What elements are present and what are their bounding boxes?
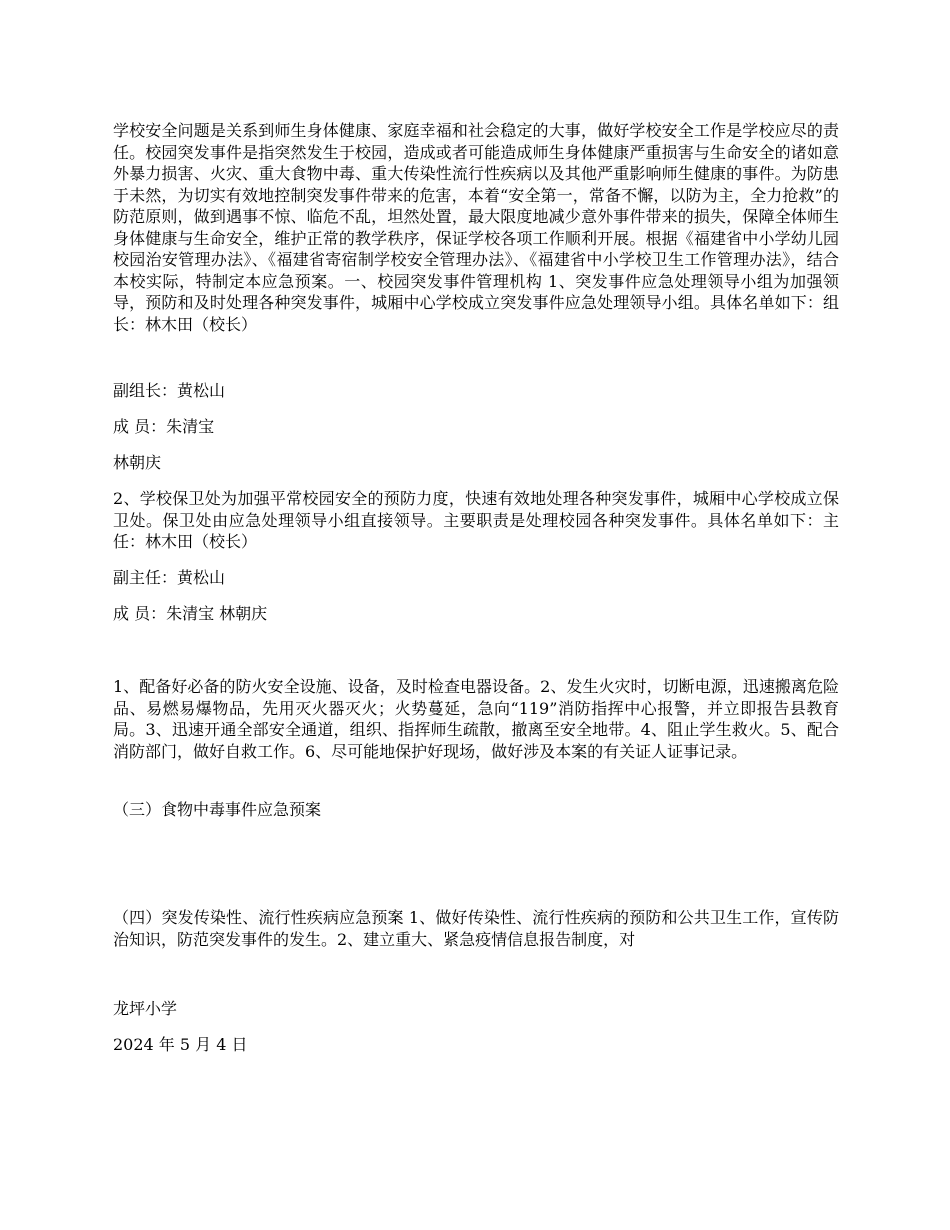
food-poisoning-heading: （三）食物中毒事件应急预案 bbox=[113, 800, 322, 819]
deputy-leader-line: 副组长：黄松山 bbox=[113, 381, 226, 400]
member-extra-line: 林朝庆 bbox=[113, 453, 162, 472]
epidemic-plan-paragraph: （四）突发传染性、流行性疾病应急预案 1、做好传染性、流行性疾病的预防和公共卫生工作，宣传防治知识，防范突发事件的发生。2、建立重大、紧急疫情信息报告制度，对 bbox=[113, 908, 839, 949]
intro-paragraph: 学校安全问题是关系到师生身体健康、家庭幸福和社会稳定的大事，做好学校安全工作是学校应尽的责任。校园突发事件是指突然发生于校园，造成或者可能造成师生身体健康严重损害与生命安全的诸如意外暴力损害、火灾、重大食物中毒、重大传染性流行性疾病以及其他严重影响师生健康的事件。为防患于未然，为切实有效地控制突发事件带来的危害，本着“安全第一，常备不懈，以防为主，全力抢救”的防范原则，做到遇事不惊、临危不乱，坦然处置，最大限度地减少意外事件带来的损失，保障全体师生身体健康与生命安全，维护正常的教学秩序，保证学校各项工作顺利开展。根据《福建省中小学幼儿园校园治安管理办法》、《福建省寄宿制学校安全管理办法》、《福建省中小学校卫生工作管理办法》，结合本校实际，特制定本应急预案。一、校园突发事件管理机构 1、突发事件应急处理领导小组为加强领导，预防和及时处理各种突发事件，城厢中心学校成立突发事件应急处理领导小组。具体名单如下：组 长：林木田（校长） bbox=[113, 121, 839, 334]
school-name: 龙坪小学 bbox=[113, 999, 178, 1018]
document-date: 2024 年 5 月 4 日 bbox=[113, 1035, 248, 1054]
members-line: 成 员：朱清宝 bbox=[113, 417, 215, 436]
security-office-paragraph: 2、学校保卫处为加强平常校园安全的预防力度，快速有效地处理各种突发事件，城厢中心学校成立保卫处。保卫处由应急处理领导小组直接领导。主要职责是处理校园各种突发事件。具体名单如下：主 任：林木田（校长） bbox=[113, 489, 839, 551]
security-members-line: 成 员：朱清宝 林朝庆 bbox=[113, 604, 268, 623]
fire-plan-paragraph: 1、配备好必备的防火安全设施、设备，及时检查电器设备。2、发生火灾时，切断电源，迅速搬离危险品、易燃易爆物品，先用灭火器灭火；火势蔓延，急向“119”消防指挥中心报警，并立即报告县教育局。3、迅速开通全部安全通道，组织、指挥师生疏散，撤离至安全地带。4、阻止学生救火。5、配合消防部门，做好自救工作。6、尽可能地保护好现场，做好涉及本案的有关证人证事记录。 bbox=[113, 677, 839, 761]
deputy-director-line: 副主任：黄松山 bbox=[113, 568, 226, 587]
